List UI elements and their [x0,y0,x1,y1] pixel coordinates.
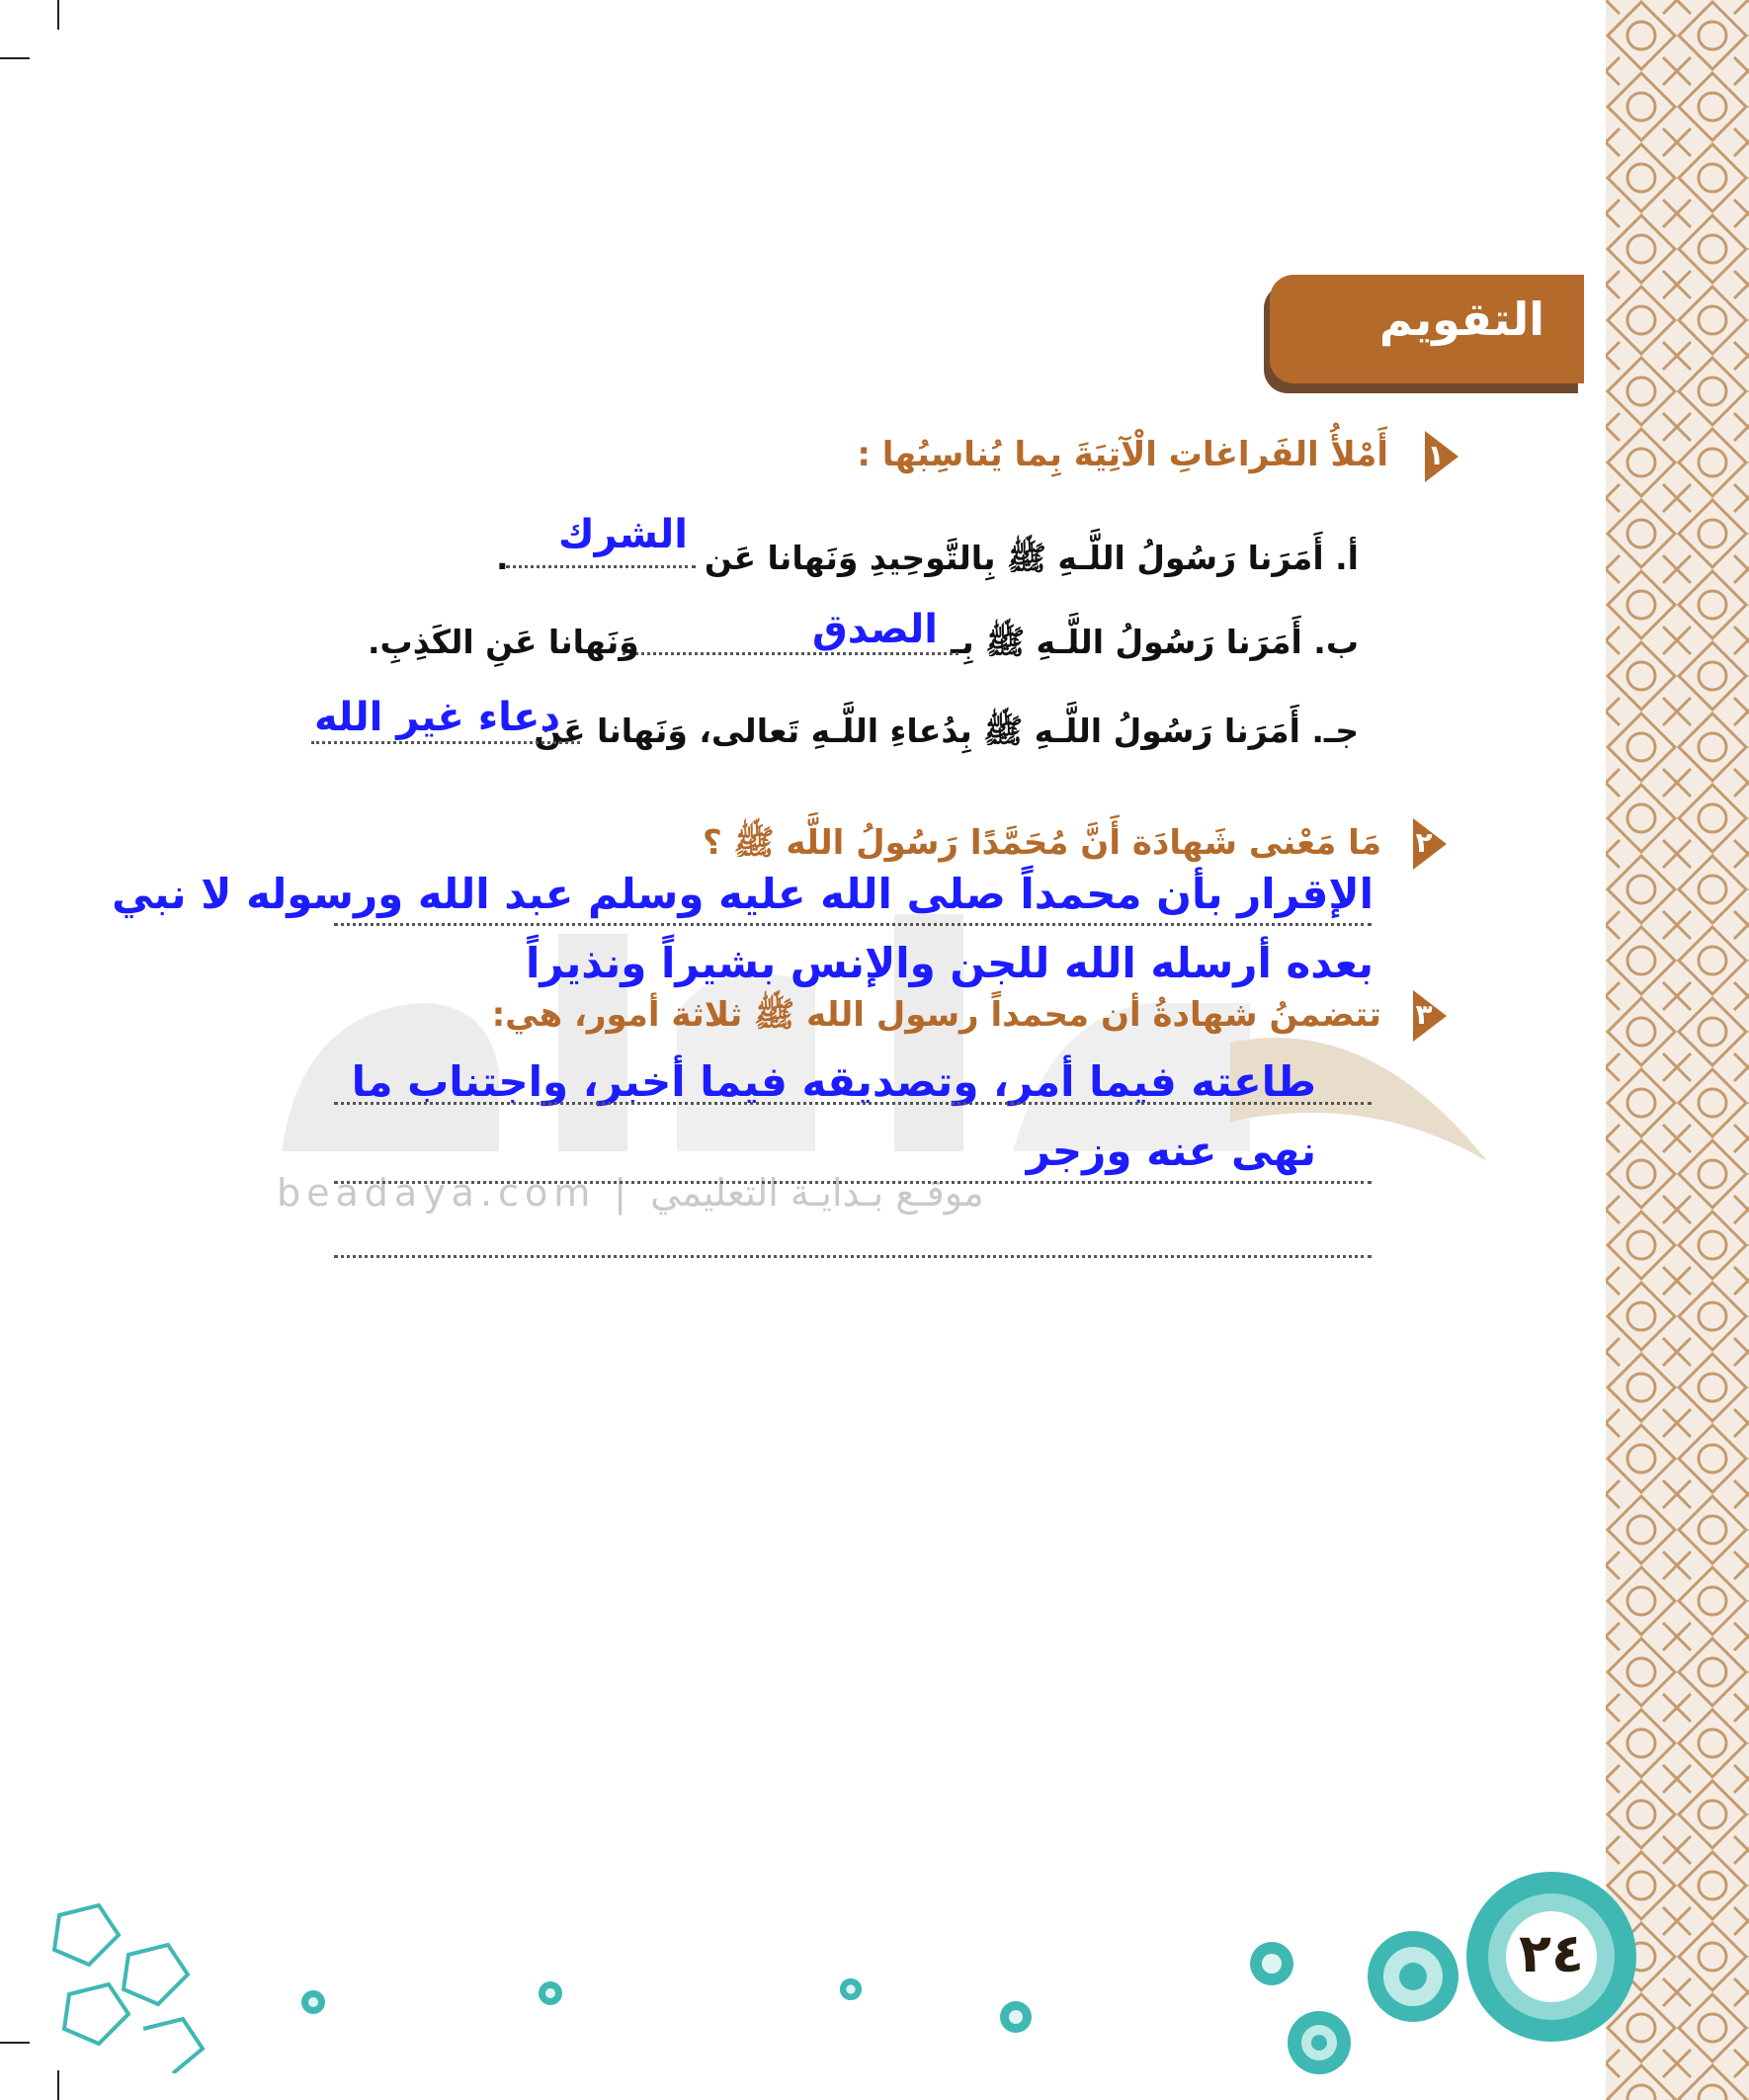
fill-line-end: وَنَهانا عَنِ الكَذِبِ. [368,623,639,661]
decorative-pattern-strip [1606,0,1749,2100]
rosette-ornament-icon [1247,1939,1296,1988]
section-title: التقويم [1378,293,1544,346]
answer-guide-line [334,1255,1372,1258]
rosette-ornament-icon [299,1988,327,2016]
answer-guide-line [334,923,1372,926]
handwritten-answer: دعاء غير الله [314,695,561,740]
rosette-ornament-icon [838,1976,864,2002]
page-number: ٢٤ [1519,1922,1584,1984]
fill-blank [623,652,958,655]
handwritten-answer: الصدق [812,607,939,652]
answer-line: طاعته فيما أمر، وتصديقه فيما أخبر، واجتناب ما [351,1057,1316,1106]
handwritten-answer: الشرك [558,512,688,557]
answer-line: نهى عنه وزجر [1026,1127,1316,1175]
fill-blank [506,565,696,568]
rosette-ornament-icon [1285,2008,1354,2077]
crop-mark [0,2042,30,2044]
answer-line: الإقرار بأن محمداً صلى الله عليه وسلم عبد الله ورسوله لا نبي [112,870,1374,918]
fill-line-text: أ. أَمَرَنا رَسُولُ اللَّـهِ ﷺ بِالتَّوحِيدِ وَنَهانا عَن [704,539,1359,577]
rosette-ornament-icon [998,1999,1034,2035]
geometric-ornament-icon [49,1895,227,2073]
fill-line-text: ب. أَمَرَنا رَسُولُ اللَّـهِ ﷺ بِـ [951,623,1359,661]
question-number: ٣ [1415,998,1433,1031]
crop-mark [57,0,59,30]
watermark-text: beadaya.com | موقـع بـدايـة التعليمي [277,1171,984,1215]
question-prompt: تتضمنُ شهادةُ أن محمداً رسول الله ﷺ ثلاثة أمور، هي: [491,995,1381,1035]
fill-line-text: جـ. أَمَرَنا رَسُولُ اللَّـهِ ﷺ بِدُعاءِ اللَّـهِ تَعالى، وَنَهانا عَن [534,712,1359,750]
crop-mark [0,57,30,59]
question-prompt: مَا مَعْنى شَهادَة أَنَّ مُحَمَّدًا رَسُولُ اللَّه ﷺ ؟ [702,823,1381,863]
rosette-ornament-icon [1364,1927,1462,2026]
crop-mark [57,2070,59,2100]
question-number: ١ [1427,439,1445,471]
answer-guide-line [334,1181,1372,1184]
rosette-ornament-icon [537,1979,564,2007]
fill-blank [311,741,580,744]
answer-guide-line [334,1102,1372,1105]
fill-line-end: . [496,539,509,577]
question-prompt: أَمْلأُ الفَراغاتِ الْآتِيَةَ بِما يُناسِبُها : [857,435,1388,474]
answer-line: بعده أرسله الله للجن والإنس بشيراً ونذيراً [525,939,1374,987]
question-number: ٢ [1415,826,1433,859]
section-header-tab [1270,275,1584,383]
